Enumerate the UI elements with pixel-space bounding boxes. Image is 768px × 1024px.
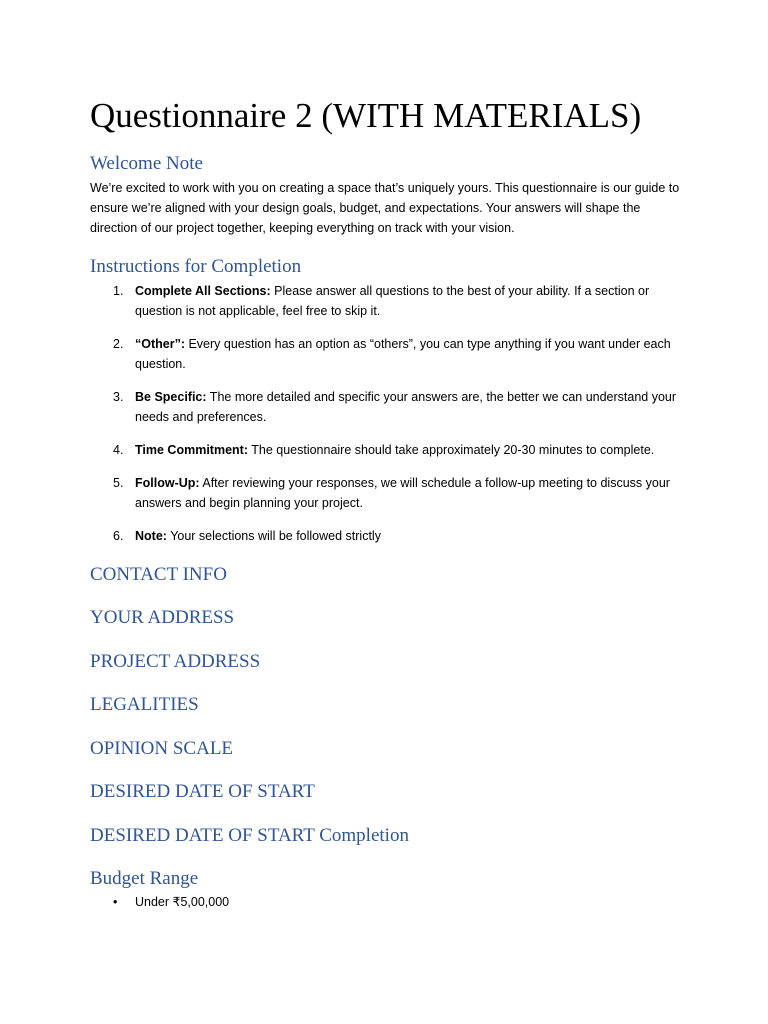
instruction-item xyxy=(90,440,690,460)
section-heading-contact-info: CONTACT INFO xyxy=(90,564,227,585)
instruction-text: The questionnaire should take approximately 20-30 minutes to complete. xyxy=(247,443,655,457)
welcome-body: We’re excited to work with you on creating a space that’s uniquely yours. This questionnaire is our guide to ensure we’re aligned with your design goals, budget, and expectations. Your answers will shape the direction of our project together, keeping everything on track with your vision. xyxy=(90,181,680,235)
instruction-item xyxy=(90,526,690,546)
instruction-number: 6. xyxy=(113,529,124,543)
section-heading-desired-date-of-start: DESIRED DATE OF START xyxy=(90,781,315,802)
instruction-text: Your selections will be followed strictly xyxy=(166,529,381,543)
instruction-text: Every question has an option as “others”, you can type anything if you want under each question. xyxy=(135,337,671,371)
instruction-text: After reviewing your responses, we will schedule a follow-up meeting to discuss your answers and begin planning your project. xyxy=(135,476,670,510)
instruction-number: 2. xyxy=(113,337,124,351)
instruction-number: 3. xyxy=(113,390,124,404)
instruction-number: 1. xyxy=(113,284,124,298)
instruction-item xyxy=(90,281,690,321)
instruction-label: Time Commitment: xyxy=(135,443,248,457)
instruction-item xyxy=(90,473,690,513)
instructions-list xyxy=(90,281,690,559)
section-heading-legalities: LEGALITIES xyxy=(90,694,199,715)
section-heading-project-address: PROJECT ADDRESS xyxy=(90,651,261,672)
instruction-label: Complete All Sections: xyxy=(135,284,271,298)
section-heading-your-address: YOUR ADDRESS xyxy=(90,607,235,628)
instruction-item xyxy=(90,387,690,427)
welcome-heading: Welcome Note xyxy=(90,153,203,174)
document-title: Questionnaire 2 (WITH MATERIALS) xyxy=(90,96,642,135)
instruction-label: Be Specific: xyxy=(135,390,207,404)
instructions-heading: Instructions for Completion xyxy=(90,256,302,277)
instruction-item xyxy=(90,334,690,374)
instruction-text: Please answer all questions to the best of your ability. If a section or question is not applicable, feel free to skip it. xyxy=(135,284,650,318)
instruction-label: “Other”: xyxy=(135,337,185,351)
instruction-number: 5. xyxy=(113,476,124,490)
budget-list xyxy=(90,892,229,912)
instruction-number: 4. xyxy=(113,443,124,457)
budget-item xyxy=(90,892,229,912)
instruction-label: Follow-Up: xyxy=(135,476,200,490)
budget-item-label: Under ₹5,00,000 xyxy=(135,895,230,909)
instruction-text: The more detailed and specific your answers are, the better we can understand your needs and preferences. xyxy=(135,390,677,424)
bullet-icon: • xyxy=(113,895,118,909)
budget-heading: Budget Range xyxy=(90,868,199,889)
section-heading-desired-date-of-start-completion: DESIRED DATE OF START Completion xyxy=(90,825,409,846)
section-heading-opinion-scale: OPINION SCALE xyxy=(90,738,234,759)
instruction-label: Note: xyxy=(135,529,167,543)
